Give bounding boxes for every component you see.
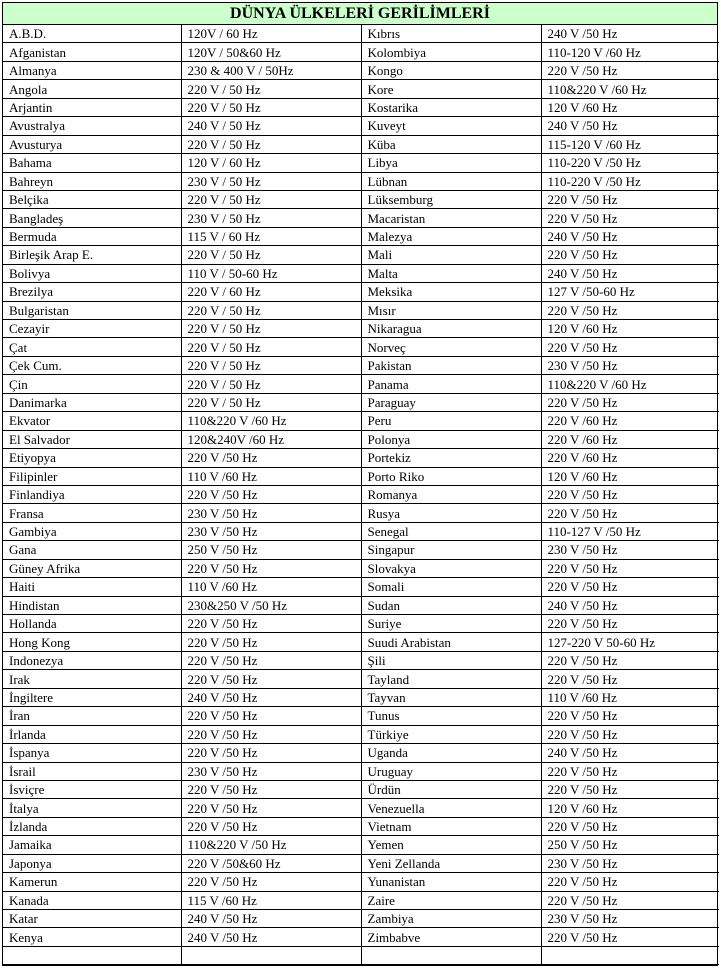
country-cell: Avustralya: [3, 117, 181, 135]
voltage-cell: 220 V /50 Hz: [181, 615, 361, 633]
country-cell: Filipinler: [3, 467, 181, 485]
voltage-cell: 220 V /50 Hz: [541, 578, 719, 596]
voltage-cell: 220 V / 50 Hz: [181, 338, 361, 356]
table-row: [3, 375, 719, 393]
voltage-cell: 220 V /50 Hz: [541, 928, 719, 946]
country-cell: Kolombiya: [361, 43, 541, 61]
voltage-cell: 220 V / 60 Hz: [181, 283, 361, 301]
voltage-cell: 110&220 V /60 Hz: [541, 80, 719, 98]
voltage-cell: 220 V / 50 Hz: [181, 246, 361, 264]
country-cell: Irak: [3, 670, 181, 688]
voltage-cell: 250 V /50 Hz: [541, 836, 719, 854]
country-cell: Polonya: [361, 430, 541, 448]
voltage-cell: [541, 946, 719, 964]
table-row: [3, 393, 719, 411]
country-cell: Danimarka: [3, 393, 181, 411]
table-row: [3, 744, 719, 762]
voltage-cell: 220 V /50 Hz: [541, 670, 719, 688]
country-cell: [3, 946, 181, 964]
voltage-cell: 240 V /50 Hz: [541, 25, 719, 43]
table-row: [3, 61, 719, 79]
voltage-cell: 240 V /50 Hz: [181, 910, 361, 928]
country-cell: İrlanda: [3, 725, 181, 743]
voltage-cell: 110 V / 50-60 Hz: [181, 264, 361, 282]
voltage-cell: 220 V /50 Hz: [541, 651, 719, 669]
voltage-cell: 240 V /50 Hz: [541, 596, 719, 614]
country-cell: Belçika: [3, 190, 181, 208]
voltage-cell: 220 V /50 Hz: [181, 449, 361, 467]
voltage-cell: 110 V /60 Hz: [541, 688, 719, 706]
voltage-cell: 220 V /50 Hz: [541, 338, 719, 356]
table-row: [3, 780, 719, 798]
voltage-cell: 220 V / 50 Hz: [181, 393, 361, 411]
voltage-cell: 220 V /50 Hz: [541, 246, 719, 264]
voltage-cell: 120V / 60 Hz: [181, 25, 361, 43]
country-cell: El Salvador: [3, 430, 181, 448]
voltage-cell: 220 V /50 Hz: [541, 817, 719, 835]
table-row: [3, 283, 719, 301]
voltage-cell: 220 V /60 Hz: [541, 412, 719, 430]
voltage-cell: 230 V / 50 Hz: [181, 172, 361, 190]
table-row: [3, 799, 719, 817]
country-cell: Kuveyt: [361, 117, 541, 135]
voltage-cell: 110-220 V /50 Hz: [541, 172, 719, 190]
voltage-cell: 115 V / 60 Hz: [181, 227, 361, 245]
voltage-cell: 115 V /60 Hz: [181, 891, 361, 909]
country-cell: Paraguay: [361, 393, 541, 411]
country-cell: Kamerun: [3, 873, 181, 891]
table-row: [3, 264, 719, 282]
country-cell: Şili: [361, 651, 541, 669]
country-cell: Yeni Zellanda: [361, 854, 541, 872]
country-cell: Avusturya: [3, 135, 181, 153]
table-row: [3, 541, 719, 559]
country-cell: Suudi Arabistan: [361, 633, 541, 651]
country-cell: Bermuda: [3, 227, 181, 245]
table-row: [3, 578, 719, 596]
voltage-cell: 120V / 50&60 Hz: [181, 43, 361, 61]
table-row: [3, 227, 719, 245]
table-row: [3, 449, 719, 467]
country-cell: Porto Riko: [361, 467, 541, 485]
voltage-cell: 220 V / 50 Hz: [181, 135, 361, 153]
country-cell: Bangladeş: [3, 209, 181, 227]
voltage-cell: 230 V /50 Hz: [181, 762, 361, 780]
table-row: [3, 688, 719, 706]
table-row: [3, 725, 719, 743]
voltage-cell: 220 V / 50 Hz: [181, 356, 361, 374]
voltage-cell: 250 V /50 Hz: [181, 541, 361, 559]
voltage-cell: 110 V /60 Hz: [181, 578, 361, 596]
table-row: [3, 910, 719, 928]
voltage-cell: 220 V /50 Hz: [181, 485, 361, 503]
table-row: [3, 135, 719, 153]
voltage-cell: 220 V /50 Hz: [541, 301, 719, 319]
country-cell: Brezilya: [3, 283, 181, 301]
country-cell: Uruguay: [361, 762, 541, 780]
voltage-cell: 220 V /50 Hz: [541, 61, 719, 79]
table-row: [3, 873, 719, 891]
voltage-cell: 120 V /60 Hz: [541, 98, 719, 116]
table-row: [3, 154, 719, 172]
voltage-cell: 240 V /50 Hz: [541, 264, 719, 282]
country-cell: Kıbrıs: [361, 25, 541, 43]
voltage-cell: 120 V /60 Hz: [541, 467, 719, 485]
voltage-cell: 220 V /50 Hz: [541, 485, 719, 503]
voltage-cell: 220 V /50 Hz: [541, 615, 719, 633]
country-cell: A.B.D.: [3, 25, 181, 43]
voltage-cell: 230 V /50 Hz: [541, 541, 719, 559]
country-cell: Sudan: [361, 596, 541, 614]
table-row: [3, 246, 719, 264]
voltage-cell: 220 V /50 Hz: [541, 780, 719, 798]
voltage-cell: 120 V /60 Hz: [541, 799, 719, 817]
voltage-cell: 230 V /50 Hz: [541, 910, 719, 928]
table-row: [3, 854, 719, 872]
voltage-cell: 220 V /50 Hz: [181, 559, 361, 577]
table-row: [3, 412, 719, 430]
country-cell: Ekvator: [3, 412, 181, 430]
voltage-cell: 240 V /50 Hz: [541, 227, 719, 245]
country-cell: Yemen: [361, 836, 541, 854]
country-cell: Lübnan: [361, 172, 541, 190]
voltage-cell: 220 V /50 Hz: [541, 209, 719, 227]
country-cell: Venezuella: [361, 799, 541, 817]
country-cell: Senegal: [361, 522, 541, 540]
voltage-cell: 220 V /50 Hz: [541, 393, 719, 411]
country-cell: Ürdün: [361, 780, 541, 798]
table-row: [3, 817, 719, 835]
country-cell: Malezya: [361, 227, 541, 245]
voltage-cell: 120&240V /60 Hz: [181, 430, 361, 448]
country-cell: Pakistan: [361, 356, 541, 374]
voltage-cell: 220 V /50 Hz: [541, 725, 719, 743]
voltage-cell: 110-120 V /60 Hz: [541, 43, 719, 61]
voltage-cell: 240 V /50 Hz: [181, 688, 361, 706]
voltage-cell: 220 V / 50 Hz: [181, 80, 361, 98]
voltage-cell: 220 V / 50 Hz: [181, 375, 361, 393]
country-cell: Gambiya: [3, 522, 181, 540]
table-row: [3, 98, 719, 116]
country-cell: Tunus: [361, 707, 541, 725]
country-cell: Uganda: [361, 744, 541, 762]
table-row: [3, 43, 719, 61]
table-row: [3, 338, 719, 356]
country-cell: Zaire: [361, 891, 541, 909]
country-cell: Arjantin: [3, 98, 181, 116]
voltage-cell: 127-220 V 50-60 Hz: [541, 633, 719, 651]
table-row: [3, 670, 719, 688]
country-cell: Peru: [361, 412, 541, 430]
country-cell: Türkiye: [361, 725, 541, 743]
country-cell: Meksika: [361, 283, 541, 301]
voltage-cell: 220 V /50 Hz: [541, 762, 719, 780]
voltage-cell: 110&220 V /50 Hz: [181, 836, 361, 854]
voltage-cell: 220 V /50 Hz: [181, 799, 361, 817]
country-cell: Mali: [361, 246, 541, 264]
country-cell: Lüksemburg: [361, 190, 541, 208]
country-cell: Kore: [361, 80, 541, 98]
country-cell: Japonya: [3, 854, 181, 872]
table-row: [3, 485, 719, 503]
country-cell: Gana: [3, 541, 181, 559]
country-cell: Vietnam: [361, 817, 541, 835]
table-row: [3, 559, 719, 577]
country-cell: Birleşik Arap E.: [3, 246, 181, 264]
voltage-cell: 220 V /50 Hz: [181, 670, 361, 688]
country-cell: Angola: [3, 80, 181, 98]
voltage-cell: 127 V /50-60 Hz: [541, 283, 719, 301]
table-row: [3, 522, 719, 540]
country-cell: Somali: [361, 578, 541, 596]
country-cell: Katar: [3, 910, 181, 928]
voltage-cell: 230 V /50 Hz: [181, 522, 361, 540]
voltage-cell: 120 V /60 Hz: [541, 320, 719, 338]
country-cell: Bolivya: [3, 264, 181, 282]
voltage-cell: 220 V /50 Hz: [541, 559, 719, 577]
table-row: [3, 596, 719, 614]
voltage-cell: 230 & 400 V / 50Hz: [181, 61, 361, 79]
voltage-cell: [181, 946, 361, 964]
voltage-cell: 240 V / 50 Hz: [181, 117, 361, 135]
voltage-cell: 220 V / 50 Hz: [181, 98, 361, 116]
country-cell: Finlandiya: [3, 485, 181, 503]
table-row: [3, 301, 719, 319]
country-cell: İran: [3, 707, 181, 725]
table-row: [3, 117, 719, 135]
country-cell: Çat: [3, 338, 181, 356]
voltage-cell: 220 V /50 Hz: [181, 707, 361, 725]
country-cell: [361, 946, 541, 964]
table-row: [3, 190, 719, 208]
country-cell: Portekiz: [361, 449, 541, 467]
country-cell: İzlanda: [3, 817, 181, 835]
country-cell: İngiltere: [3, 688, 181, 706]
voltage-table: [3, 25, 719, 965]
voltage-sheet: [2, 2, 718, 966]
voltage-cell: 220 V /50 Hz: [541, 190, 719, 208]
voltage-cell: 220 V /60 Hz: [541, 430, 719, 448]
country-cell: Kanada: [3, 891, 181, 909]
table-row: [3, 356, 719, 374]
country-cell: Haiti: [3, 578, 181, 596]
country-cell: Çek Cum.: [3, 356, 181, 374]
country-cell: Suriye: [361, 615, 541, 633]
country-cell: İspanya: [3, 744, 181, 762]
country-cell: Tayland: [361, 670, 541, 688]
country-cell: Tayvan: [361, 688, 541, 706]
country-cell: Hindistan: [3, 596, 181, 614]
country-cell: Libya: [361, 154, 541, 172]
table-row: [3, 891, 719, 909]
table-row: [3, 209, 719, 227]
country-cell: Afganistan: [3, 43, 181, 61]
voltage-cell: 220 V / 50 Hz: [181, 320, 361, 338]
table-row: [3, 80, 719, 98]
country-cell: İtalya: [3, 799, 181, 817]
table-row: [3, 707, 719, 725]
country-cell: Malta: [361, 264, 541, 282]
country-cell: Kostarika: [361, 98, 541, 116]
country-cell: Norveç: [361, 338, 541, 356]
voltage-cell: 220 V / 50 Hz: [181, 301, 361, 319]
country-cell: Hollanda: [3, 615, 181, 633]
country-cell: Romanya: [361, 485, 541, 503]
country-cell: Indonezya: [3, 651, 181, 669]
country-cell: Kongo: [361, 61, 541, 79]
country-cell: Küba: [361, 135, 541, 153]
voltage-cell: 110 V /60 Hz: [181, 467, 361, 485]
voltage-cell: 240 V /50 Hz: [181, 928, 361, 946]
voltage-cell: 110-127 V /50 Hz: [541, 522, 719, 540]
table-row: [3, 928, 719, 946]
country-cell: Almanya: [3, 61, 181, 79]
voltage-cell: 230 V /50 Hz: [541, 854, 719, 872]
voltage-cell: 110&220 V /60 Hz: [541, 375, 719, 393]
voltage-cell: 220 V /50 Hz: [541, 891, 719, 909]
voltage-cell: 220 V / 50 Hz: [181, 190, 361, 208]
country-cell: Etiyopya: [3, 449, 181, 467]
table-row: [3, 633, 719, 651]
country-cell: Hong Kong: [3, 633, 181, 651]
country-cell: Singapur: [361, 541, 541, 559]
country-cell: Rusya: [361, 504, 541, 522]
voltage-cell: 115-120 V /60 Hz: [541, 135, 719, 153]
sheet-title: DÜNYA ÜLKELERİ GERİLİMLERİ: [3, 3, 717, 25]
voltage-cell: 220 V /50 Hz: [181, 817, 361, 835]
voltage-cell: 230 V /50 Hz: [181, 504, 361, 522]
voltage-cell: 220 V /60 Hz: [541, 449, 719, 467]
country-cell: Zimbabve: [361, 928, 541, 946]
country-cell: Yunanistan: [361, 873, 541, 891]
table-row: [3, 946, 719, 964]
voltage-cell: 220 V /50&60 Hz: [181, 854, 361, 872]
country-cell: Bulgaristan: [3, 301, 181, 319]
country-cell: Cezayir: [3, 320, 181, 338]
voltage-cell: 220 V /50 Hz: [181, 633, 361, 651]
table-row: [3, 651, 719, 669]
voltage-cell: 230 V / 50 Hz: [181, 209, 361, 227]
table-row: [3, 836, 719, 854]
table-row: [3, 467, 719, 485]
voltage-cell: 230&250 V /50 Hz: [181, 596, 361, 614]
country-cell: Panama: [361, 375, 541, 393]
country-cell: İsrail: [3, 762, 181, 780]
voltage-cell: 220 V /50 Hz: [181, 873, 361, 891]
voltage-cell: 220 V /50 Hz: [181, 651, 361, 669]
country-cell: İsviçre: [3, 780, 181, 798]
table-row: [3, 320, 719, 338]
voltage-cell: 220 V /50 Hz: [541, 504, 719, 522]
voltage-cell: 240 V /50 Hz: [541, 117, 719, 135]
table-row: [3, 762, 719, 780]
voltage-cell: 220 V /50 Hz: [541, 873, 719, 891]
voltage-cell: 220 V /50 Hz: [181, 725, 361, 743]
country-cell: Çin: [3, 375, 181, 393]
voltage-cell: 220 V /50 Hz: [541, 707, 719, 725]
voltage-cell: 120 V / 60 Hz: [181, 154, 361, 172]
voltage-cell: 110&220 V /60 Hz: [181, 412, 361, 430]
country-cell: Macaristan: [361, 209, 541, 227]
country-cell: Bahama: [3, 154, 181, 172]
voltage-cell: 220 V /50 Hz: [181, 744, 361, 762]
country-cell: Fransa: [3, 504, 181, 522]
voltage-cell: 220 V /50 Hz: [181, 780, 361, 798]
country-cell: Zambiya: [361, 910, 541, 928]
country-cell: Nikaragua: [361, 320, 541, 338]
table-row: [3, 172, 719, 190]
country-cell: Kenya: [3, 928, 181, 946]
table-row: [3, 504, 719, 522]
voltage-cell: 110-220 V /50 Hz: [541, 154, 719, 172]
voltage-cell: 240 V /50 Hz: [541, 744, 719, 762]
country-cell: Jamaika: [3, 836, 181, 854]
voltage-cell: 230 V /50 Hz: [541, 356, 719, 374]
table-row: [3, 25, 719, 43]
country-cell: Güney Afrika: [3, 559, 181, 577]
country-cell: Bahreyn: [3, 172, 181, 190]
country-cell: Mısır: [361, 301, 541, 319]
country-cell: Slovakya: [361, 559, 541, 577]
table-row: [3, 615, 719, 633]
table-row: [3, 430, 719, 448]
